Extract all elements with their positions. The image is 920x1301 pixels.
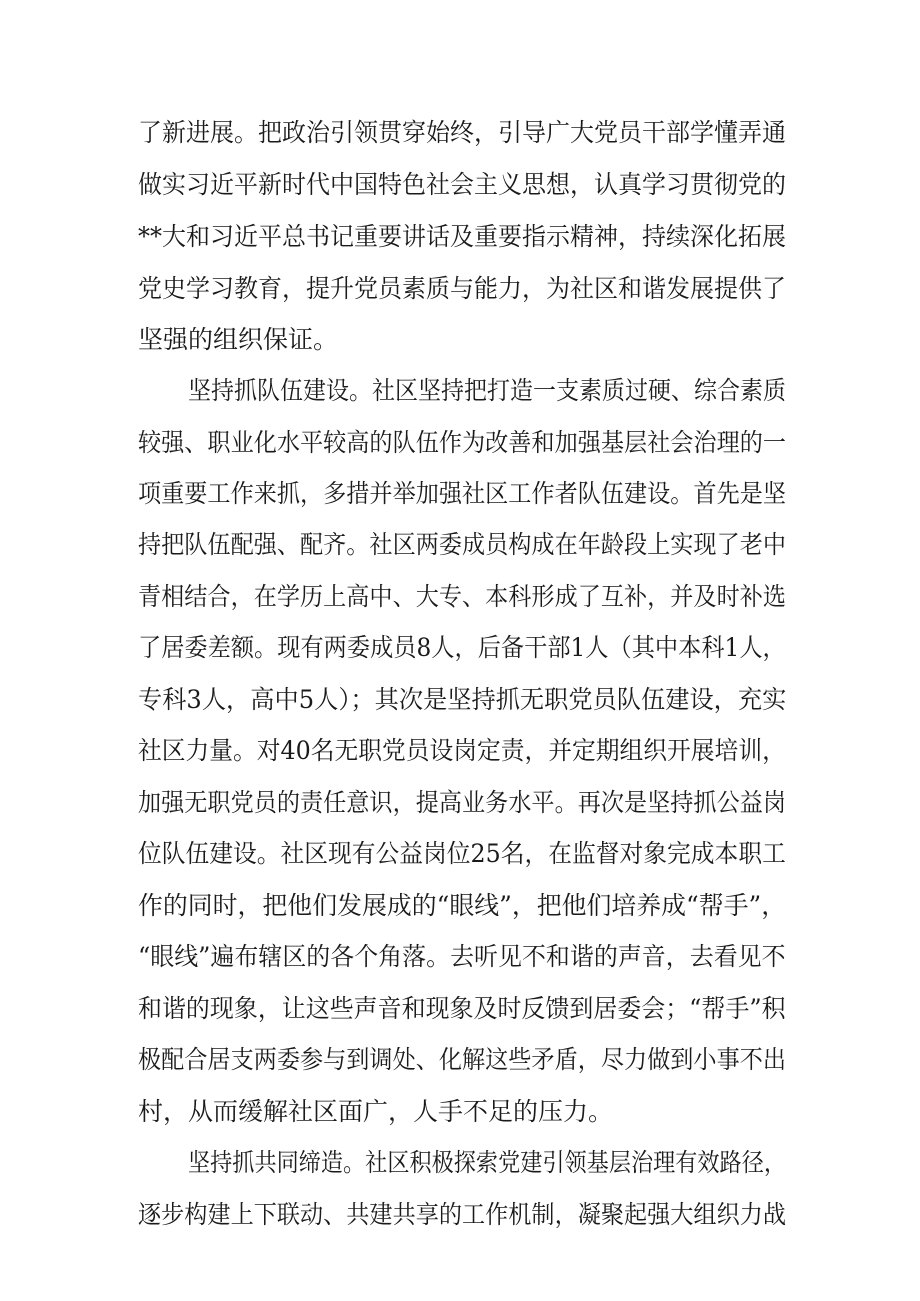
text-line-14: 加强无职党员的责任意识，提高业务水平。再次是坚持抓公益岗: [138, 788, 787, 817]
text-line-3: **大和习近平总书记重要讲话及重要指示精神，持续深化拓展: [138, 222, 787, 251]
text-line-20: 村，从而缓解社区面广，人手不足的压力。: [138, 1097, 614, 1126]
text-line-16: 作的同时，把他们发展成的“眼线”，把他们培养成“帮手”，: [138, 891, 787, 920]
text-line-17: “眼线”遍布辖区的各个角落。去听见不和谐的声音，去看见不: [138, 942, 786, 971]
text-line-22: 逐步构建上下联动、共建共享的工作机制，凝聚起强大组织力战: [138, 1200, 787, 1229]
text-line-19: 极配合居支两委参与到调处、化解这些矛盾，尽力做到小事不出: [138, 1045, 787, 1074]
text-line-18: 和谐的现象，让这些声音和现象及时反馈到居委会；“帮手”积: [138, 994, 786, 1023]
text-line-8: 项重要工作来抓，多措并举加强社区工作者队伍建设。首先是坚: [138, 479, 787, 508]
text-line-15: 位队伍建设。社区现有公益岗位25名，在监督对象完成本职工: [138, 839, 786, 868]
text-line-12: 专科3人，高中5人）；其次是坚持抓无职党员队伍建设，充实: [138, 685, 787, 714]
text-line-11: 了居委差额。现有两委成员8人，后备干部1人（其中本科1人，: [138, 633, 786, 662]
text-line-2: 做实习近平新时代中国特色社会主义思想，认真学习贯彻党的: [138, 170, 787, 199]
text-line-1: 了新进展。把政治引领贯穿始终，引导广大党员干部学懂弄通: [138, 118, 787, 147]
text-line-7: 较强、职业化水平较高的队伍作为改善和加强基层社会治理的一: [138, 428, 787, 457]
text-line-5: 坚强的组织保证。: [138, 325, 339, 354]
text-line-13: 社区力量。对40名无职党员设岗定责，并定期组织开展培训，: [138, 736, 786, 765]
text-line-6: 坚持抓队伍建设。社区坚持把打造一支素质过硬、综合素质: [188, 376, 787, 405]
text-line-9: 持把队伍配强、配齐。社区两委成员构成在年龄段上实现了老中: [138, 530, 787, 559]
text-line-10: 青相结合，在学历上高中、大专、本科形成了互补，并及时补选: [138, 582, 787, 611]
text-line-21: 坚持抓共同缔造。社区积极探索党建引领基层治理有效路径，: [188, 1148, 787, 1177]
text-line-4: 党史学习教育，提升党员素质与能力，为社区和谐发展提供了: [138, 274, 787, 303]
